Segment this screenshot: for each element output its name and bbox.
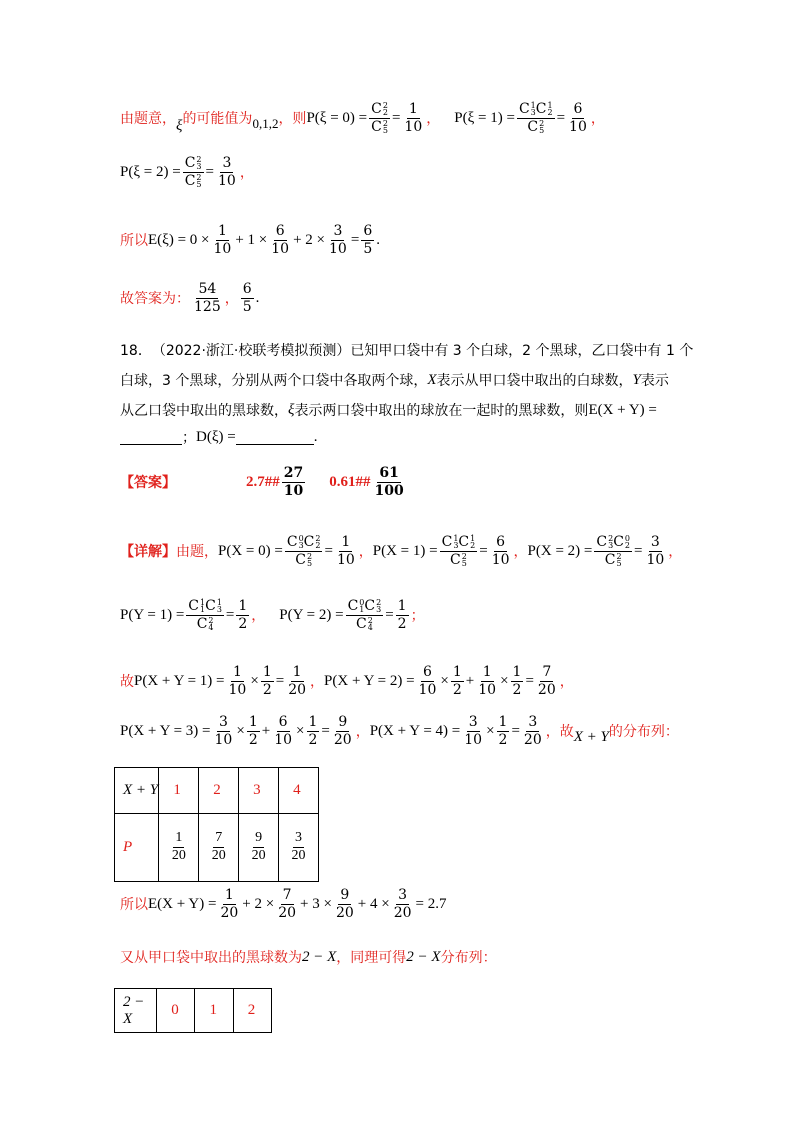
problem-line-2: 白球，3 个黑球，分别从两个口袋中各取两个球， X 表示从甲口袋中取出的白球数， Y 表示 <box>120 371 669 389</box>
table2-value: 2 <box>233 989 271 1033</box>
expect-result: $\frac{6}{5}$ <box>363 222 373 257</box>
table-value: 2 <box>199 768 239 814</box>
p-xi2-lhs: P(ξ = 2) = <box>120 163 181 180</box>
distribution-table-2x <box>114 988 272 1033</box>
answer-2-frac: 61 100 <box>374 464 404 499</box>
problem-line-4: ； D(ξ) = . <box>120 426 317 448</box>
answer-2: 0.61## <box>329 473 371 490</box>
intro-line: 由题意， ξ 的可能值为 0,1,2 ，则 P(ξ = 0) = C 2 2 C 2 5 = $\frac{1}{10}$ ， P(ξ = 1) = C 1 3 C 1 2 C 2 5 = $\frac{6}{10}$ ， <box>120 100 605 135</box>
expect-lead: 所以 <box>120 233 148 249</box>
problem-expect: E(X + Y) = <box>588 401 657 418</box>
prev-answer-lead: 故答案为： <box>120 291 190 307</box>
sum-line-2: P(X + Y = 3) = $\frac{3}{10}$ × $\frac{1}{2}$ + $\frac{6}{10}$ × $\frac{1}{2}$ = $\frac{9}{20}$ ， P(X + Y = 4) = $\frac{3}{10}$ × $\frac{1}{2}$ = $\frac{3}{20}$ ，故 X + Y 的分布列： <box>120 713 679 748</box>
problem-line-1 <box>120 340 693 360</box>
sep-3: ， <box>239 165 254 181</box>
answer-line <box>120 462 408 502</box>
p-xi1-frac: C 1 3 C 1 2 C 2 5 <box>518 100 553 135</box>
p-xi0-lhs: P(ξ = 0) = <box>306 109 368 126</box>
expect-line: 所以 E(ξ) = 0 × $\frac{1}{10}$ + 1 × $\frac{6}{10}$ + 2 × $\frac{3}{10}$ = $\frac{6}{5}$ . <box>120 222 380 257</box>
detail-lead: 由题， <box>176 544 218 560</box>
expect-lhs: E(ξ) = 0 × <box>148 231 210 248</box>
table-prob: $\frac{3}{20}$ <box>279 814 319 882</box>
sep-1: ， <box>426 111 441 127</box>
intro-lead: 由题意， <box>120 111 176 127</box>
exp-xy-result: = 2.7 <box>415 895 447 912</box>
answer-1-frac: 27 10 <box>283 464 304 499</box>
intro-comma: ，则 <box>278 111 307 127</box>
p-xi2-value: $\frac{3}{10}$ <box>217 154 236 189</box>
table-value: 1 <box>159 768 199 814</box>
p-xi1-lhs: P(ξ = 1) = <box>454 109 515 126</box>
table-value: 4 <box>279 768 319 814</box>
detail-tag: 【详解】 <box>120 544 176 560</box>
detail-line-2: P(Y = 1) = C 1 1 C 1 3 C 2 4 = $\frac{1}{2}$ ， P(Y = 2) = C 0 1 C 2 3 C 2 4 = $\frac{1}{2}$ ； <box>120 597 425 632</box>
p-xi1-value: $\frac{6}{10}$ <box>569 100 587 135</box>
answer-tag: 【答案】 <box>120 475 176 491</box>
distribution-table-xy <box>114 767 319 882</box>
intro-values: 0,1,2 <box>252 116 279 131</box>
intro-mid: 的可能值为 <box>182 111 253 127</box>
p-xi2-line: P(ξ = 2) = C 2 3 C 2 5 = $\frac{3}{10}$ ， <box>120 154 254 189</box>
table2-value: 1 <box>195 989 233 1033</box>
blank-1 <box>120 430 182 445</box>
table-prob: $\frac{7}{20}$ <box>199 814 239 882</box>
p-xi0-frac: C 2 2 C 2 5 <box>371 100 388 135</box>
problem-variance: D(ξ) = <box>196 428 236 445</box>
prev-answer-line: 故答案为： 54 125 ， 6 5 . <box>120 280 260 315</box>
second-line: 又从甲口袋中取出的黑球数为 2 − X ，同理可得 2 − X 分布列： <box>120 948 497 966</box>
prev-answer-1: 54 125 <box>194 280 221 315</box>
problem-line-3: 从乙口袋中取出的黑球数， ξ 表示两口袋中取出的球放在一起时的黑球数，则 E(X + Y) = <box>120 401 657 419</box>
table-prob: $\frac{9}{20}$ <box>239 814 279 882</box>
problem-text-1: （2022·浙江·校联考模拟预测）已知甲口袋中有 3 个白球，2 个黑球，乙口袋中有 1 个 <box>151 343 694 359</box>
answer-1: 2.7## <box>246 473 280 490</box>
exp-xy-line: 所以 E(X + Y) = $\frac{1}{20}$ + 2 × $\frac{7}{20}$ + 3 × $\frac{9}{20}$ + 4 × $\frac{3}{20}$ = 2.7 <box>120 886 447 921</box>
blank-2 <box>236 430 314 445</box>
table-header-xy: X + Y <box>115 768 159 814</box>
table2-value: 0 <box>157 989 195 1033</box>
p-xi2-frac: C 2 3 C 2 5 <box>184 154 202 189</box>
sep-2: ， <box>590 111 605 127</box>
problem-number: 18． <box>120 343 152 359</box>
table-prob: $\frac{1}{20}$ <box>159 814 199 882</box>
prev-answer-2: 6 5 <box>242 280 252 315</box>
p-xi0-value: $\frac{1}{10}$ <box>404 100 423 135</box>
table-value: 3 <box>239 768 279 814</box>
xi-symbol: ξ <box>176 117 183 134</box>
table-row-label-p: P <box>115 814 159 882</box>
table2-header: 2 − X <box>115 989 157 1033</box>
sum-line-1: 故 P(X + Y = 1) = $\frac{1}{10}$ × $\frac{1}{2}$ = $\frac{1}{20}$ ， P(X + Y = 2) = $\frac{6}{10}$ × $\frac{1}{2}$ + $\frac{1}{10}$ × $\frac{1}{2}$ = $\frac{7}{20}$ ， <box>120 663 574 698</box>
detail-line-1: 【详解】 由题， P(X = 0) = C 0 3 C 2 2 C 2 5 = $\frac{1}{10}$ ， P(X = 1) = C 1 3 C 1 2 C 2 5 = $\frac{6}{10}$ ， P(X = 2) = C 2 3 C 0 2 C 2 5 = $\frac{3}{10}$ ， <box>120 533 683 568</box>
